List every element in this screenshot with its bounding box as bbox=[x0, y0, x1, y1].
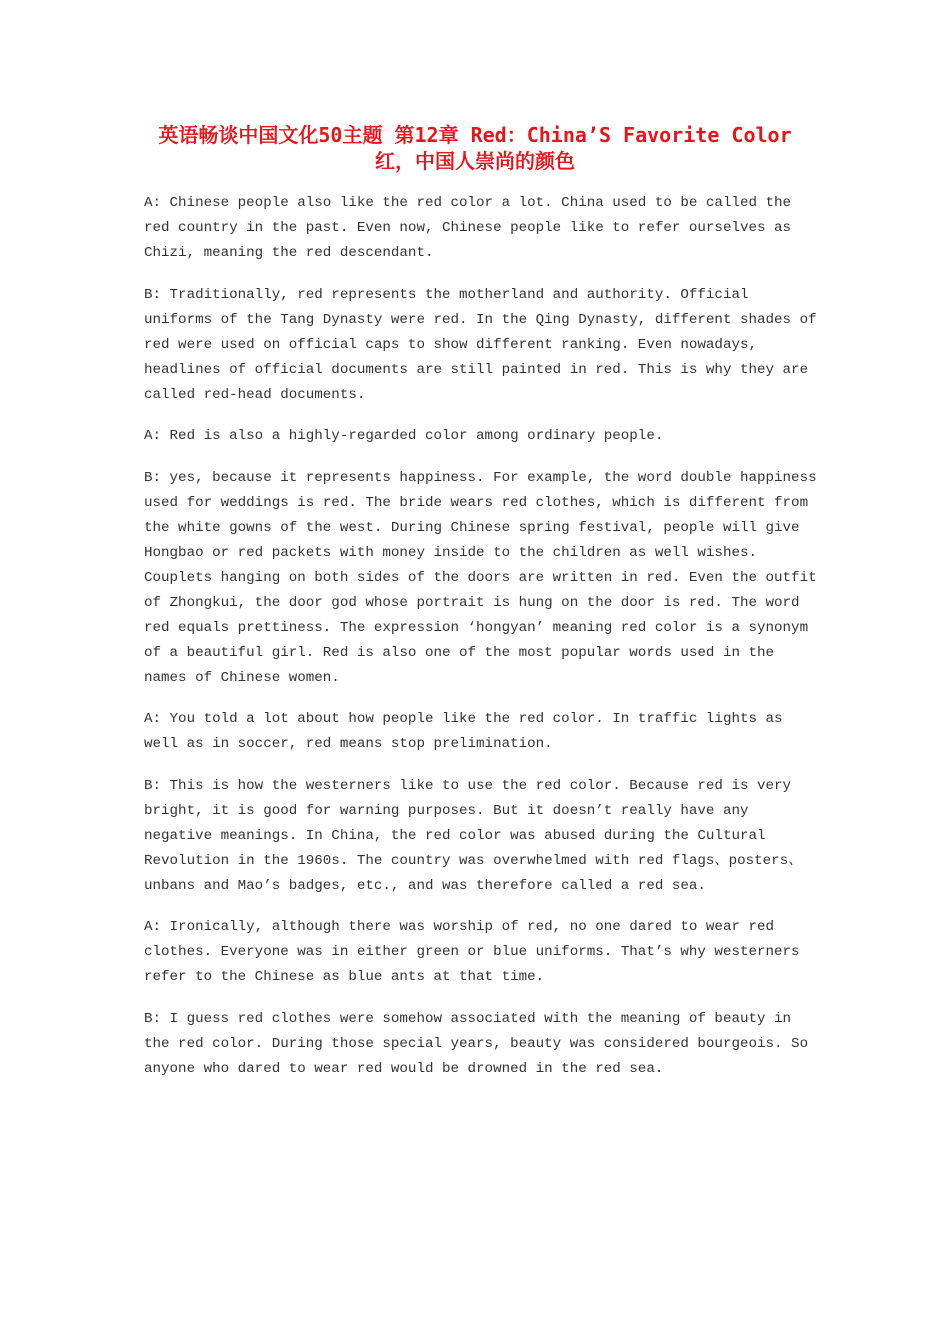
paragraph-line: red were used on official caps to show different ranking. Even nowadays, bbox=[144, 336, 757, 353]
paragraph-line: A: Chinese people also like the red color a lot. China used to be called the bbox=[144, 195, 792, 211]
document-title bbox=[120, 122, 830, 174]
paragraph-line: well as in soccer, red means stop prelimination. bbox=[144, 736, 553, 752]
paragraph-line: B: Traditionally, red represents the motherland and authority. Official bbox=[144, 286, 749, 303]
title-line-2: 红，中国人崇尚的颜色 bbox=[375, 149, 575, 173]
paragraph-line: A: Red is also a highly-regarded color among ordinary people. bbox=[144, 428, 664, 444]
paragraph-line: B: I guess red clothes were somehow associated with the meaning of beauty in bbox=[144, 1010, 792, 1027]
paragraph-line: B: This is how the westerners like to use the red color. Because red is very bbox=[144, 777, 792, 794]
paragraph-line: uniforms of the Tang Dynasty were red. In the Qing Dynasty, different shades of bbox=[144, 311, 817, 328]
paragraph-line: anyone who dared to wear red would be drowned in the red sea. bbox=[144, 1060, 664, 1077]
dialogue-body bbox=[144, 191, 816, 1098]
dialogue-paragraph bbox=[144, 915, 816, 990]
paragraph-line: unbans and Mao’s badges, etc., and was therefore called a red sea. bbox=[144, 877, 706, 894]
paragraph-line: the red color. During those special years, beauty was considered bourgeois. So bbox=[144, 1035, 809, 1052]
paragraph-line: A: You told a lot about how people like the red color. In traffic lights as bbox=[144, 711, 783, 727]
title-line-1: 英语畅谈中国文化50主题 第12章 Red：China’S Favorite Color bbox=[158, 123, 792, 147]
dialogue-paragraph bbox=[144, 774, 816, 899]
paragraph-line: of a beautiful girl. Red is also one of the most popular words used in the bbox=[144, 644, 775, 661]
paragraph-line: Chizi, meaning the red descendant. bbox=[144, 245, 434, 261]
paragraph-line: Revolution in the 1960s. The country was overwhelmed with red flags、posters、 bbox=[144, 852, 803, 869]
paragraph-line: red equals prettiness. The expression ‘hongyan’ meaning red color is a synonym bbox=[144, 619, 809, 636]
dialogue-paragraph bbox=[144, 191, 816, 266]
paragraph-line: B: yes, because it represents happiness. For example, the word double happiness bbox=[144, 469, 817, 486]
paragraph-line: the white gowns of the west. During Chinese spring festival, people will give bbox=[144, 519, 800, 536]
paragraph-line: headlines of official documents are still painted in red. This is why they are bbox=[144, 361, 809, 378]
paragraph-line: used for weddings is red. The bride wears red clothes, which is different from bbox=[144, 494, 809, 511]
paragraph-line: refer to the Chinese as blue ants at that time. bbox=[144, 969, 545, 985]
paragraph-line: called red-head documents. bbox=[144, 386, 366, 403]
paragraph-line: names of Chinese women. bbox=[144, 669, 340, 686]
dialogue-paragraph bbox=[144, 283, 816, 408]
paragraph-line: of Zhongkui, the door god whose portrait is hung on the door is red. The word bbox=[144, 594, 800, 611]
dialogue-paragraph bbox=[144, 424, 816, 449]
paragraph-line: clothes. Everyone was in either green or blue uniforms. That’s why westerners bbox=[144, 944, 800, 960]
paragraph-line: bright, it is good for warning purposes. But it doesn’t really have any bbox=[144, 802, 749, 819]
paragraph-line: red country in the past. Even now, Chinese people like to refer ourselves as bbox=[144, 220, 792, 236]
paragraph-line: negative meanings. In China, the red color was abused during the Cultural bbox=[144, 827, 766, 844]
paragraph-line: A: Ironically, although there was worship of red, no one dared to wear red bbox=[144, 919, 775, 935]
paragraph-line: Hongbao or red packets with money inside to the children as well wishes. bbox=[144, 544, 757, 561]
paragraph-line: Couplets hanging on both sides of the doors are written in red. Even the outfit bbox=[144, 569, 817, 586]
dialogue-paragraph bbox=[144, 1007, 816, 1082]
dialogue-paragraph bbox=[144, 466, 816, 691]
dialogue-paragraph bbox=[144, 707, 816, 757]
